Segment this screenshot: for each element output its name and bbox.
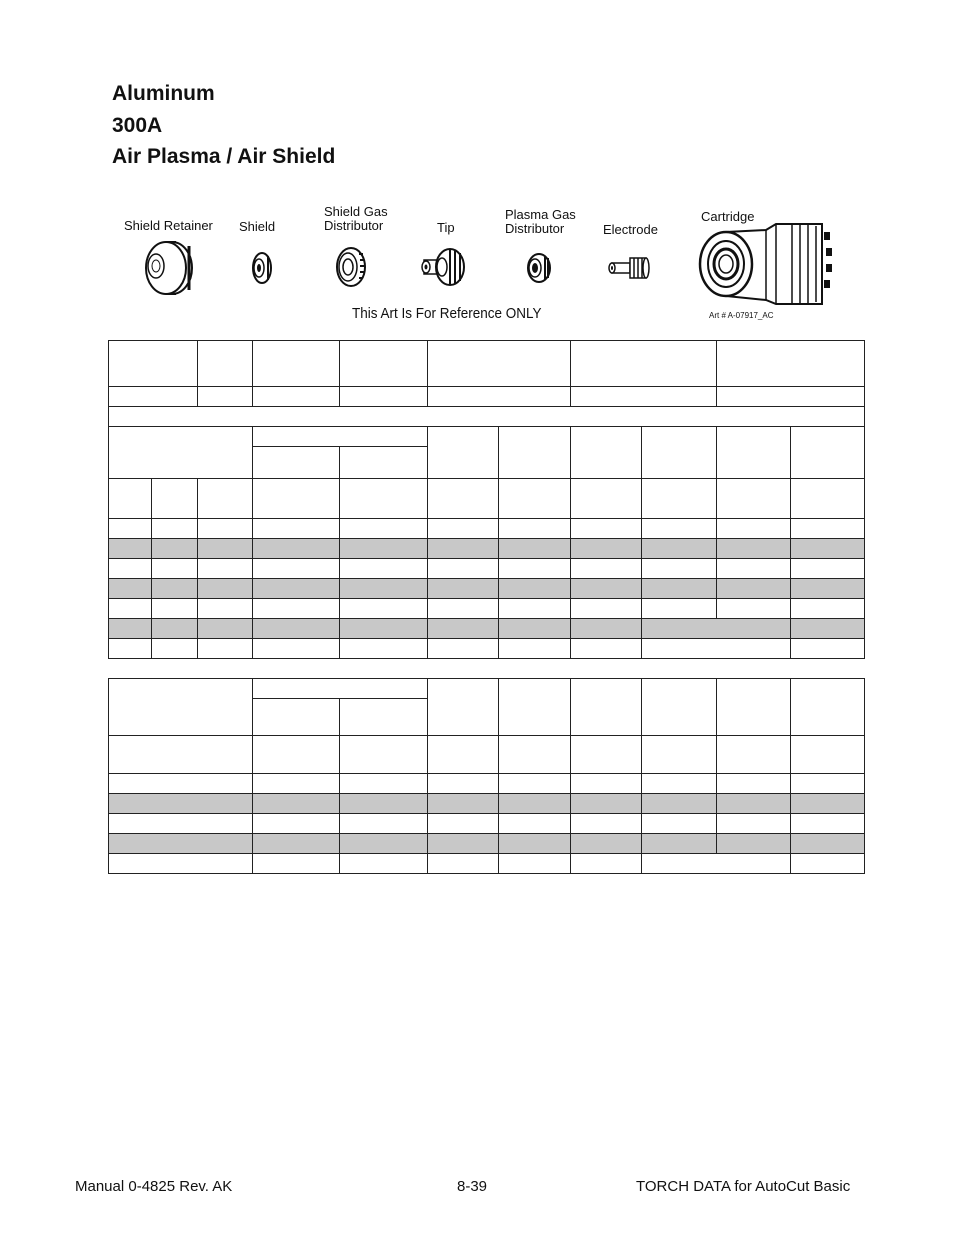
plasma-gas-distributor-image bbox=[523, 252, 553, 284]
shield-retainer-image bbox=[136, 238, 196, 298]
table-row bbox=[109, 639, 865, 659]
footer-page-number: 8-39 bbox=[457, 1178, 488, 1195]
table-row bbox=[109, 854, 865, 874]
electrode-image bbox=[606, 254, 652, 282]
footer-section-title: TORCH DATA for AutoCut Basic bbox=[636, 1178, 851, 1195]
label-plasma-gas-distributor: Plasma Gas Distributor bbox=[505, 207, 576, 236]
table-row bbox=[109, 519, 865, 539]
art-number: Art # A-07917_AC bbox=[709, 311, 774, 320]
label-shield-retainer: Shield Retainer bbox=[124, 218, 213, 233]
table-row bbox=[109, 774, 865, 794]
cut-data-table-1 bbox=[108, 426, 865, 659]
table-row bbox=[109, 619, 865, 639]
table-row bbox=[109, 794, 865, 814]
footer-manual: Manual 0-4825 Rev. AK bbox=[75, 1178, 233, 1195]
label-tip: Tip bbox=[437, 220, 455, 235]
table-row bbox=[109, 599, 865, 619]
table-row bbox=[109, 579, 865, 599]
cut-data-table-2 bbox=[108, 678, 865, 874]
tip-image bbox=[420, 246, 468, 288]
shield-image bbox=[248, 250, 274, 286]
label-shield: Shield bbox=[239, 219, 276, 234]
label-electrode: Electrode bbox=[603, 222, 658, 237]
cartridge-image bbox=[696, 222, 842, 308]
page-title-gas: Air Plasma / Air Shield bbox=[112, 145, 336, 168]
page-title-current: 300A bbox=[112, 114, 163, 137]
table-row bbox=[109, 559, 865, 579]
consumables-header-table bbox=[108, 340, 865, 427]
table-row bbox=[109, 539, 865, 559]
table-row bbox=[109, 834, 865, 854]
table-row bbox=[109, 814, 865, 834]
label-shield-gas-distributor: Shield Gas Distributor bbox=[324, 204, 388, 233]
page-title-material: Aluminum bbox=[112, 82, 215, 105]
label-cartridge: Cartridge bbox=[701, 209, 755, 224]
shield-gas-distributor-image bbox=[332, 244, 368, 290]
reference-note: This Art Is For Reference ONLY bbox=[352, 305, 542, 322]
